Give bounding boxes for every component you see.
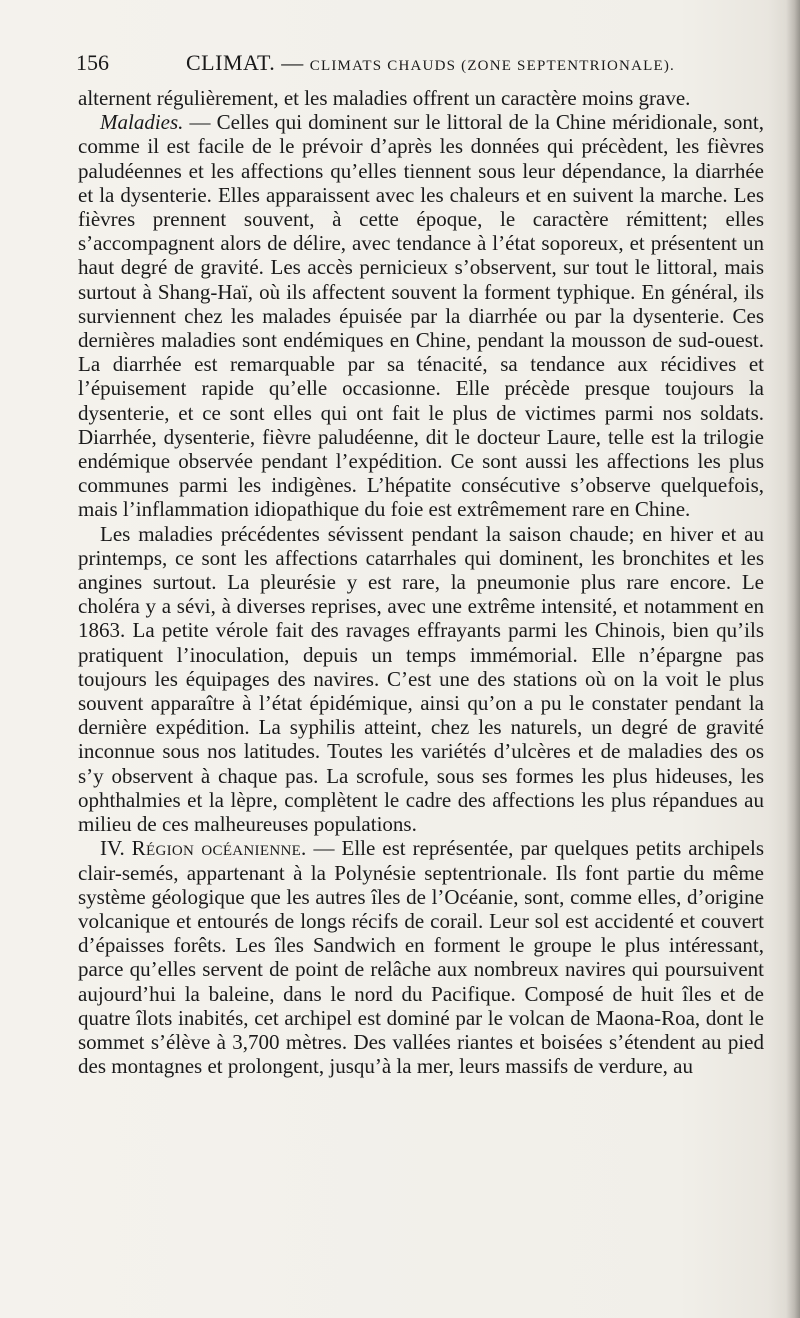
paragraph-continuation: alternent régulièrement, et les maladies offrent un caractère moins grave. <box>78 86 691 110</box>
section-label-maladies: Maladies. <box>100 110 184 135</box>
page-spine-shadow <box>786 0 800 1318</box>
paragraph-region-oceanienne-text: — Elle est représentée, par quelques petits archipels clair-semés, appartenant à la Polynésie septentrionale. Ils font partie du même système géologique que les autres îles de l’Océanie, sont, comme elles, d’origine volcanique et entourés de longs récifs de corail. Leur sol est accidenté et couvert d’épaisses forêts. Les îles Sandwich en forment le groupe le plus intéressant, parce qu’elles servent de point de relâche aux nombreux navires qui poursuivent aujourd’hui la baleine, dans le nord du Pacifique. Composé de huit îles et de quatre îlots inabités, cet archipel est dominé par le volcan de Maona-Roa, dont le sommet s’élève à 3,700 mètres. Des vallées riantes et boisées s’étendent au pied des montagnes et prolongent, jusqu’à la mer, leurs massifs de verdure, au <box>78 836 765 1079</box>
running-title <box>186 50 675 76</box>
section-number: IV. <box>100 836 132 861</box>
running-title-sub: CLIMATS CHAUDS (ZONE SEPTENTRIONALE). <box>309 58 675 74</box>
section-heading-region-oceanienne: Région océanienne. <box>131 836 307 861</box>
paragraph-seasonal-diseases: Les maladies précédentes sévissent pendant la saison chaude; en hiver et au printemps, ce sont les affections catarrhales qui dominent, les bronchites et les angines surtout. La pleurésie y est rare, la pneumonie plus rare encore. Le choléra y a sévi, à diverses reprises, avec une extrême intensité, et notamment en 1863. La petite vérole fait des ravages effrayants parmi les Chinois, bien qu’ils pratiquent l’inoculation, depuis un temps immémorial. Elle n’épargne pas toujours les équipages des navires. C’est une des stations où on la voit le plus souvent apparaître à l’état épidémique, ainsi qu’on a pu le constater pendant la dernière expédition. La syphilis atteint, chez les naturels, un degré de gravité inconnue sous nos latitudes. Toutes les variétés d’ulcères et de maladies des os s’y observent à chaque pas. La scrofule, sous ses formes les plus hideuses, les ophthalmies et la lèpre, complètent le cadre des affections les plus répandues au milieu de ces malheureuses populations. <box>78 521 764 837</box>
paragraph-maladies <box>78 110 764 521</box>
running-title-dash: — <box>275 50 310 75</box>
page-body <box>78 86 764 1078</box>
running-title-main: CLIMAT. <box>186 50 276 75</box>
paragraph-region-oceanienne <box>78 836 764 1078</box>
paragraph-maladies-text: — Celles qui dominent sur le littoral de la Chine méridionale, sont, comme il est facile de le prévoir d’après les données qui précèdent, les fièvres paludéennes et les affections qu’elles tiennent sous leur dépendance, la diarrhée et la dysenterie. Elles apparaissent avec les chaleurs et en suivent la marche. Les fièvres prennent souvent, à cette époque, le caractère rémittent; elles s’accompagnent alors de délire, avec tendance à l’état soporeux, et présentent un haut degré de gravité. Les accès pernicieux s’observent, sur tout le littoral, mais surtout à Shang-Haï, où ils affectent souvent la forment typhique. En général, ils surviennent chez les malades épuisée par la diarrhée ou par la dysenterie. Ces dernières maladies sont endémiques en Chine, pendant la mousson de sud-ouest. La diarrhée est remarquable par sa ténacité, sa tendance aux récidives et l’épuisement rapide qu’elle occasionne. Elle précède presque toujours la dysenterie, et ce sont elles qui ont fait le plus de victimes parmi nos soldats. Diarrhée, dysenterie, fièvre paludéenne, dit le docteur Laure, telle est la trilogie endémique observée pendant l’expédition. Ce sont aussi les affections les plus communes parmi les indigènes. L’hépatite consécutive s’observe quelquefois, mais l’inflammation idiopathique du foie est extrêmement rare en Chine. <box>78 110 764 522</box>
page-number: 156 <box>76 50 109 75</box>
running-header <box>76 50 766 82</box>
